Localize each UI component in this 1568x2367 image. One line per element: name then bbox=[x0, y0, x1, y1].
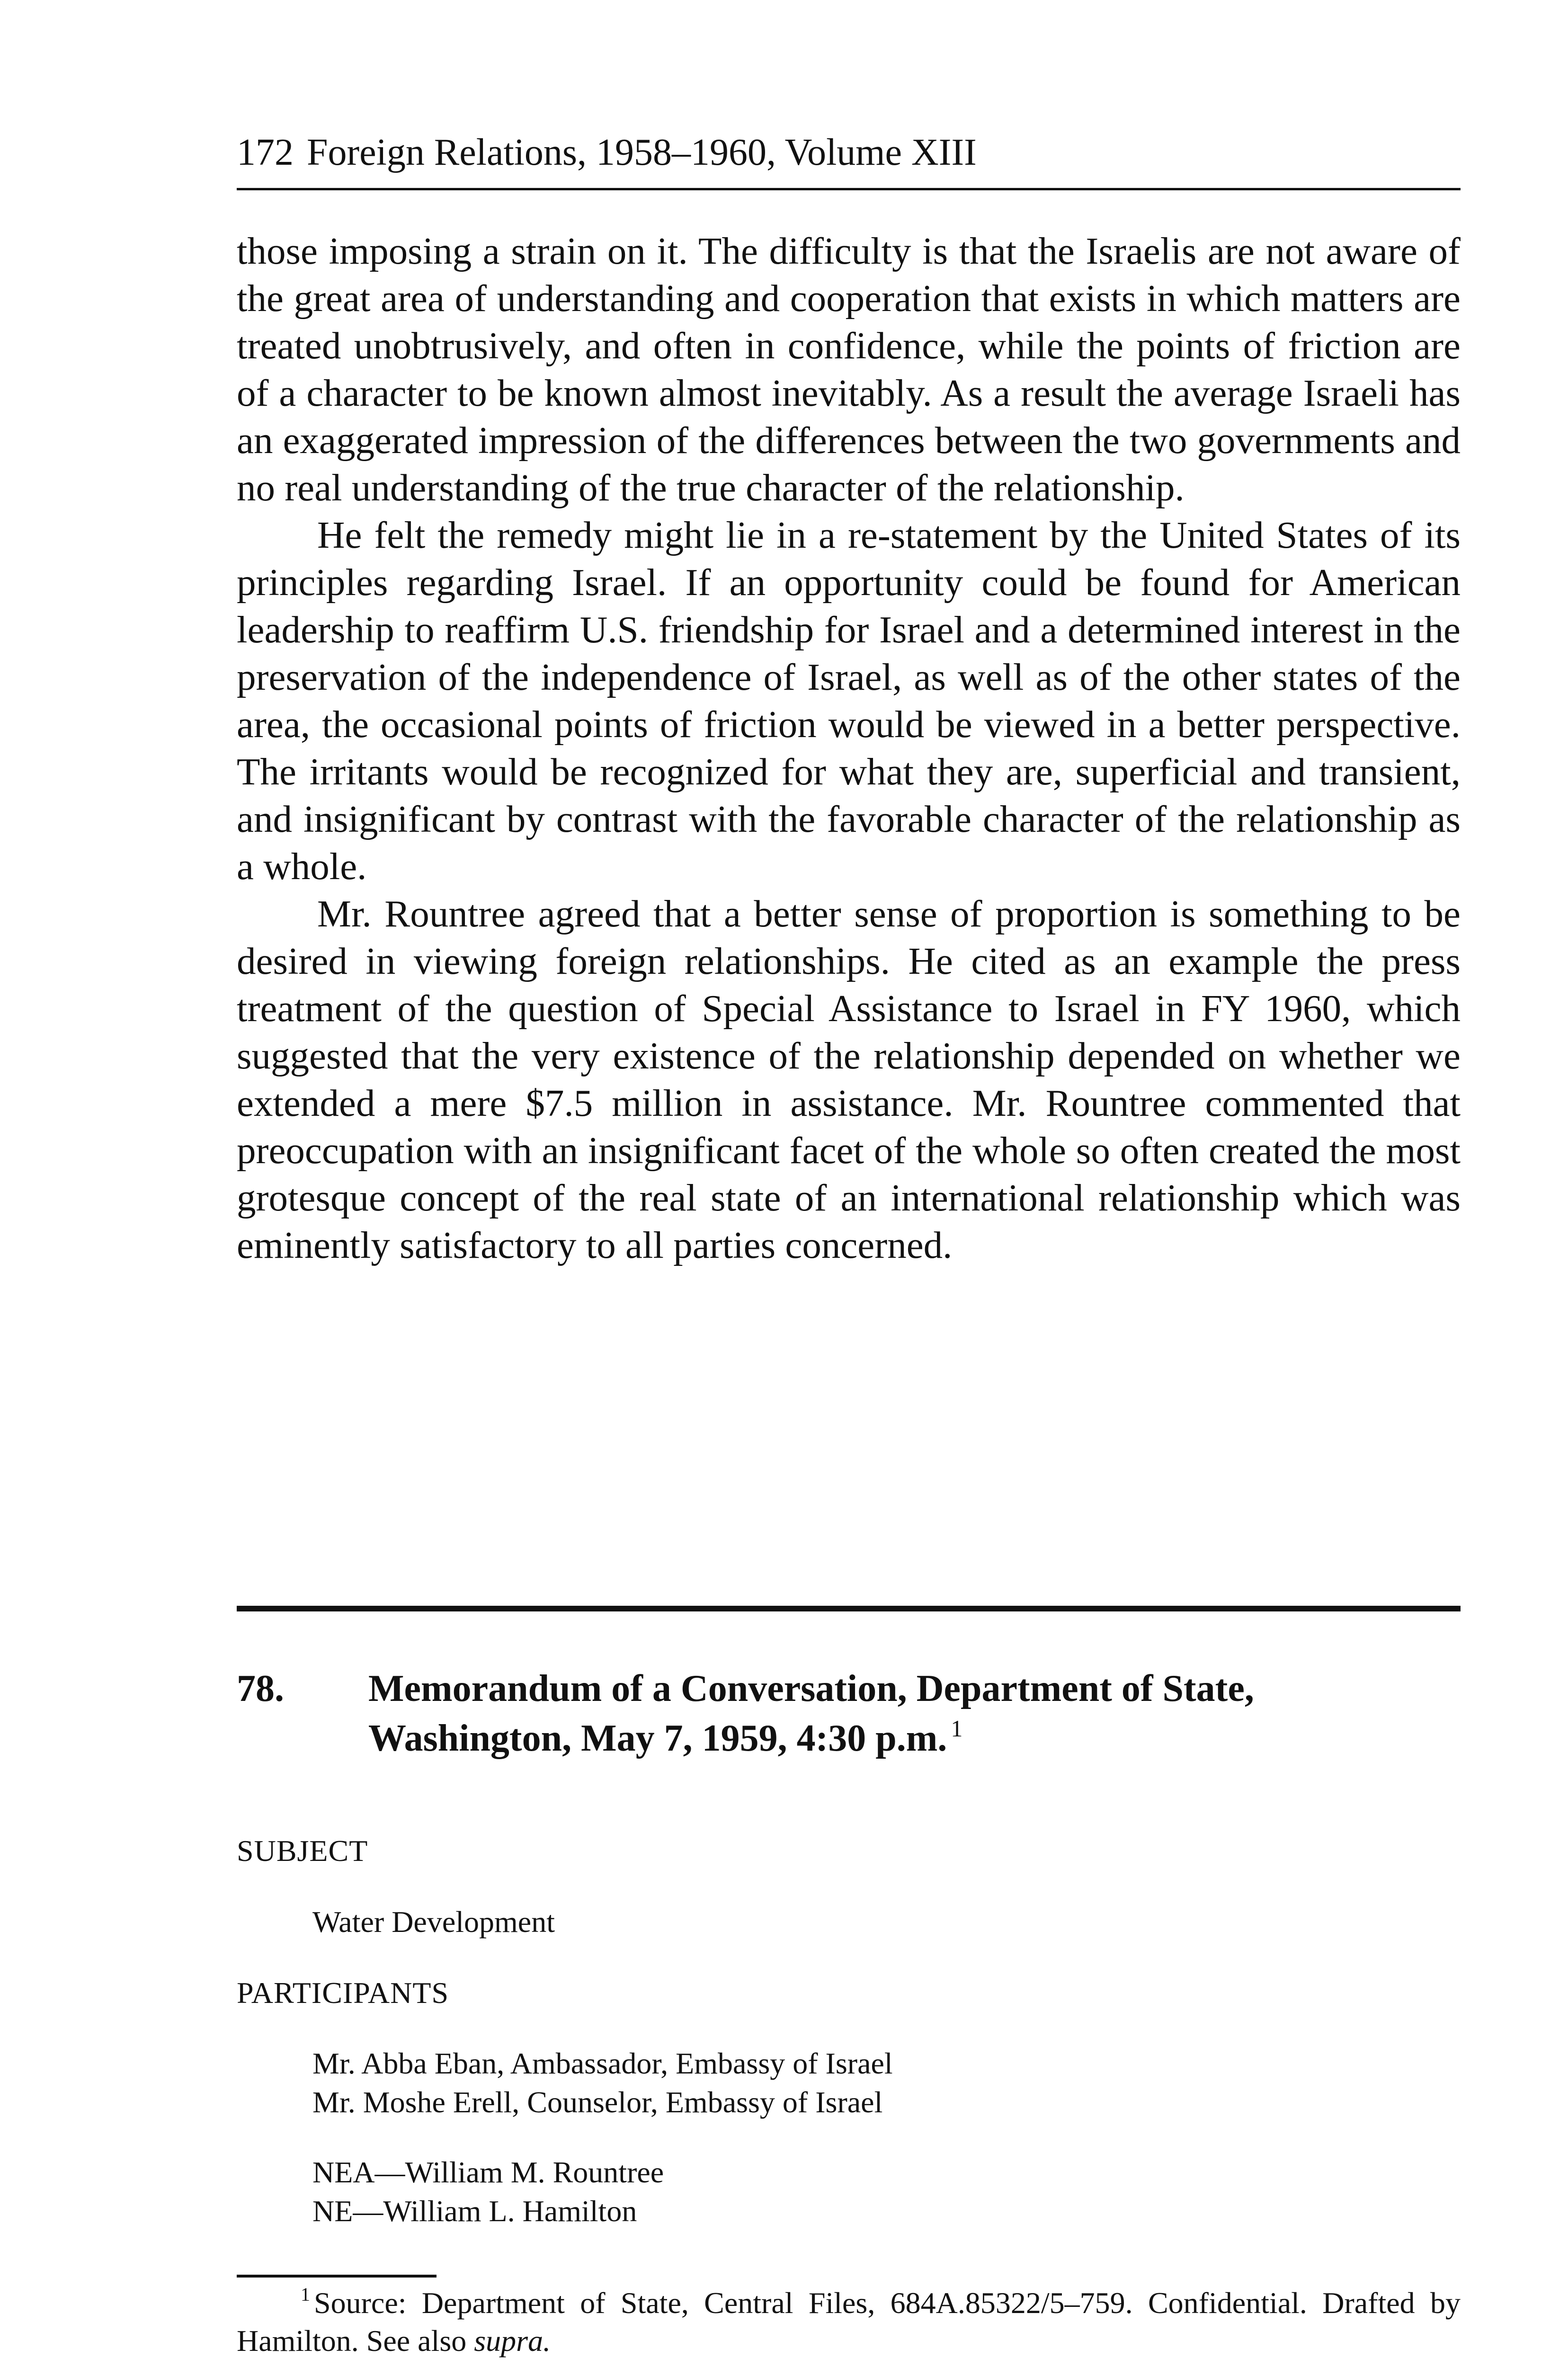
footnote bbox=[237, 2284, 1461, 2360]
subject-value: Water Development bbox=[312, 1905, 555, 1939]
footnote-rule bbox=[237, 2275, 437, 2278]
body-paragraph-1: those imposing a strain on it. The difficulty is that the Israelis are not aware of the great area of understanding and cooperation that exists in which matters are treated unobtrusively, and often in confidence, while the points of friction are of a character to be known almost inevitably. As a result the average Israeli has an exaggerated impression of the differences between the two governments and no real understanding of the true character of the relationship. bbox=[237, 230, 1461, 509]
document-title-line-1: Memorandum of a Conversation, Department of State, bbox=[368, 1668, 1254, 1709]
body-text bbox=[237, 227, 1461, 1269]
footnote-marker: 1 bbox=[301, 2284, 310, 2305]
participant-item: Mr. Moshe Erell, Counselor, Embassy of Israel bbox=[312, 2085, 883, 2119]
document-title bbox=[368, 1664, 1457, 1763]
footnote-reference: 1 bbox=[951, 1715, 963, 1742]
participant-item: Mr. Abba Eban, Ambassador, Embassy of Israel bbox=[312, 2047, 893, 2080]
participant-item: NE—William L. Hamilton bbox=[312, 2194, 637, 2228]
footnote-text: Source: Department of State, Central Files, 684A.85322/5–759. Confidential. Drafted by Hamilton. See also bbox=[237, 2286, 1461, 2358]
participants-israel-list bbox=[312, 2044, 893, 2122]
body-paragraph-3: Mr. Rountree agreed that a better sense of proportion is something to be desired in viewing foreign relationships. He cited as an example the press treatment of the question of Special Assistance to Israel in FY 1960, which suggested that the very existence of the relationship depended on whether we extended a mere $7.5 million in assistance. Mr. Rountree commented that preoccupation with an insignificant facet of the whole so often created the most grotesque concept of the real state of an international relationship which was eminently satisfactory to all parties concerned. bbox=[237, 892, 1461, 1266]
document-title-line-2-text: Washington, May 7, 1959, 4:30 p.m. bbox=[368, 1717, 947, 1759]
running-header bbox=[237, 124, 1461, 190]
subject-label: SUBJECT bbox=[237, 1834, 368, 1868]
document-title-line-2 bbox=[368, 1714, 1457, 1763]
body-paragraph-2: He felt the remedy might lie in a re-statement by the United States of its principles regarding Israel. If an opportunity could be found for American leadership to reaffirm U.S. friendship for Israel and a determined interest in the preservation of the independence of Israel, as well as of the other states of the area, the occasional points of friction would be viewed in a better perspective. The irritants would be recognized for what they are, superficial and transient, and insignificant by contrast with the favorable character of the relationship as a whole. bbox=[237, 514, 1461, 888]
participants-us-list bbox=[312, 2153, 664, 2231]
document-number: 78. bbox=[237, 1668, 284, 1709]
footnote-italic-text: supra. bbox=[474, 2324, 551, 2358]
section-divider bbox=[237, 1606, 1461, 1611]
participants-label: PARTICIPANTS bbox=[237, 1976, 449, 2010]
volume-title: Foreign Relations, 1958–1960, Volume XIII bbox=[307, 132, 977, 173]
page-number: 172 bbox=[237, 132, 294, 173]
participant-item: NEA—William M. Rountree bbox=[312, 2155, 664, 2189]
